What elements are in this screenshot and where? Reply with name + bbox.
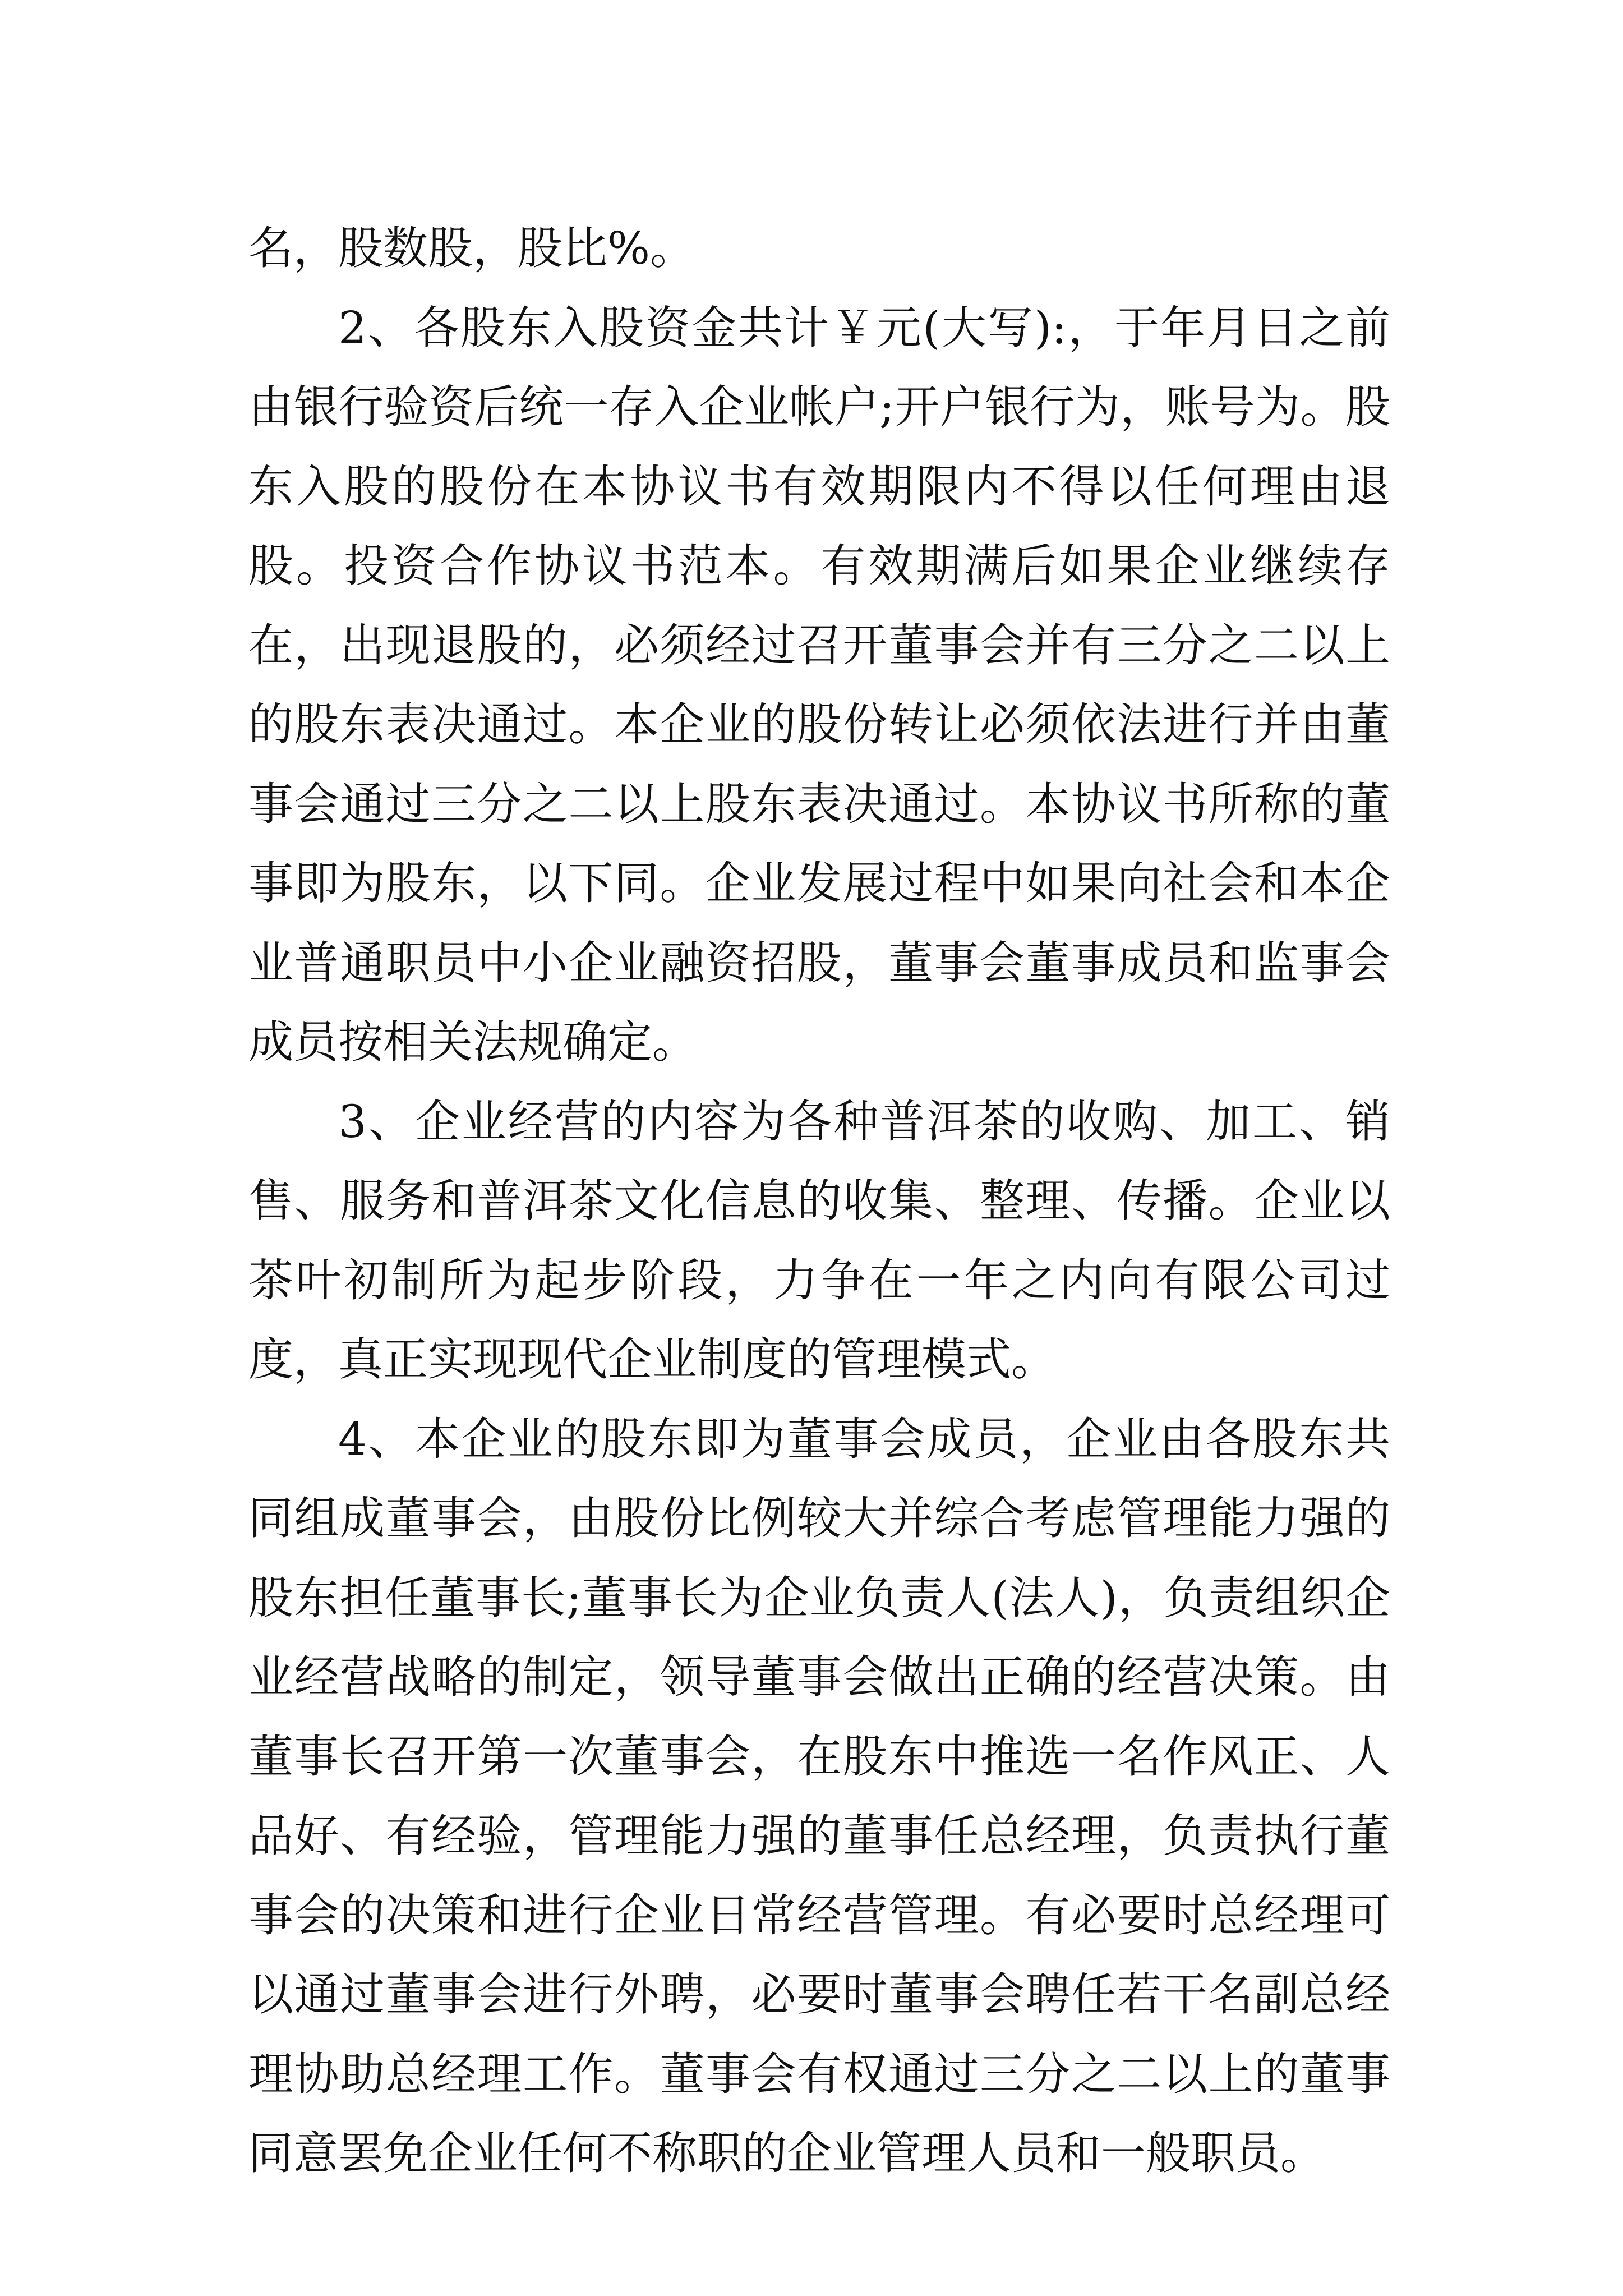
paragraph-2-capital: 2、各股东入股资金共计￥元(大写):，于年月日之前由银行验资后统一存入企业帐户;开户银行为，账号为。股东入股的股份在本协议书有效期限内不得以任何理由退股。投资合作协议书范本。有效期满后如果企业继续存在，出现退股的，必须经过召开董事会并有三分之二以上的股东表决通过。本企业的股份转让必须依法进行并由董事会通过三分之二以上股东表决通过。本协议书所称的董事即为股东，以下同。企业发展过程中如果向社会和本企业普通职员中小企业融资招股，董事会董事成员和监事会成员按相关法规确定。 [248,301,1390,1068]
paragraph-3-business-scope: 3、企业经营的内容为各种普洱茶的收购、加工、销售、服务和普洱茶文化信息的收集、整理、传播。企业以茶叶初制所为起步阶段，力争在一年之内向有限公司过度，真正实现现代企业制度的管理模式。 [248,1095,1390,1386]
paragraph-4-board: 4、本企业的股东即为董事会成员，企业由各股东共同组成董事会，由股份比例较大并综合考虑管理能力强的股东担任董事长;董事长为企业负责人(法人)，负责组织企业经营战略的制定，领导董事会做出正确的经营决策。由董事长召开第一次董事会，在股东中推选一名作风正、人品好、有经验，管理能力强的董事任总经理，负责执行董事会的决策和进行企业日常经营管理。有必要时总经理可以通过董事会进行外聘，必要时董事会聘任若干名副总经理协助总经理工作。董事会有权通过三分之二以上的董事同意罢免企业任何不称职的企业管理人员和一般职员。 [248,1412,1390,2179]
document-body [248,209,1390,2193]
paragraph-shareholder-line: 名，股数股，股比%。 [248,222,695,274]
